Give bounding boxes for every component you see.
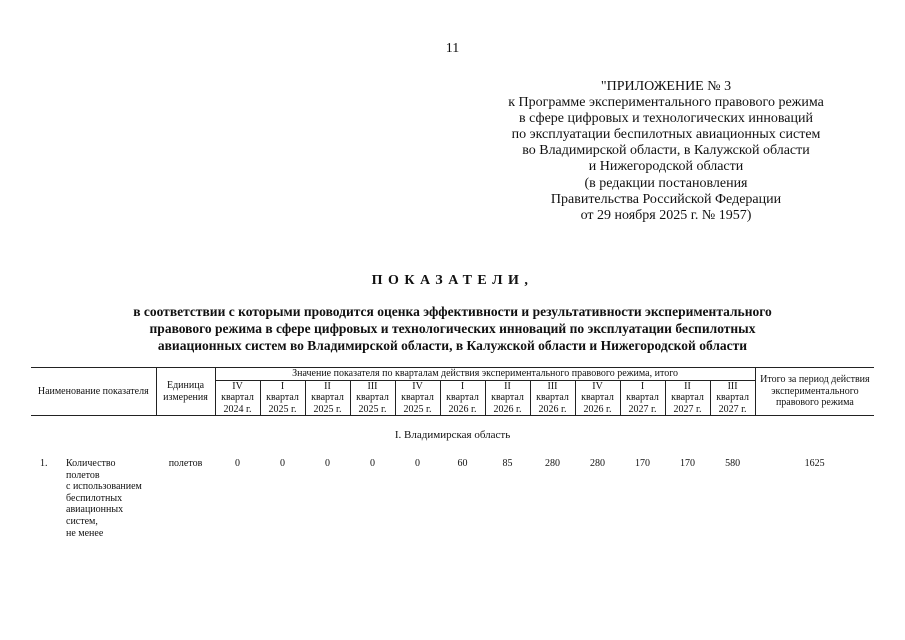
quarter-header-label: III	[367, 380, 378, 392]
subtitle-line: правового режима в сфере цифровых и технологических инноваций по эксплуатации беспилотных	[149, 321, 756, 336]
quarter-header-label: II	[324, 380, 331, 392]
indicator-name	[55, 456, 156, 539]
quarter-header-year: 2025 г.	[313, 403, 342, 415]
indicators-table	[31, 367, 874, 539]
quarter-header-label: II	[504, 380, 511, 392]
appendix-line: к Программе экспериментального правового режима	[508, 95, 824, 111]
quarter-header-word: квартал	[221, 392, 254, 403]
quarter-header-year: 2027 г.	[628, 403, 657, 415]
indicator-name-line: Количество	[66, 458, 116, 469]
quarter-header-label: IV	[412, 380, 423, 392]
appendix-line: и Нижегородской области	[588, 159, 744, 175]
appendix-line: Правительства Российской Федерации	[550, 191, 782, 207]
quarter-header-year: 2024 г.	[223, 403, 252, 415]
quarter-header-label: I	[460, 380, 465, 392]
header-indicator-name: Наименование показателя	[31, 368, 156, 416]
document-title: ПОКАЗАТЕЛИ,	[371, 273, 534, 288]
quarter-value: 280	[590, 458, 606, 469]
quarter-header-year: 2026 г.	[583, 403, 612, 415]
quarter-value: 580	[725, 458, 741, 469]
header-unit: Единица измерения	[156, 368, 215, 416]
quarter-header-year: 2025 г.	[268, 403, 297, 415]
quarter-header-word: квартал	[311, 392, 344, 403]
quarter-header-word: квартал	[401, 392, 434, 403]
quarter-header-year: 2026 г.	[493, 403, 522, 415]
quarter-value: 0	[235, 458, 241, 469]
row-number: 1.	[40, 458, 48, 469]
quarter-header-word: квартал	[671, 392, 704, 403]
quarter-header-label: IV	[592, 380, 603, 392]
quarter-value: 60	[457, 458, 468, 469]
section-heading: I. Владимирская область	[394, 429, 511, 441]
quarter-value: 0	[415, 458, 421, 469]
appendix-line: (в редакции постановления	[584, 175, 748, 191]
appendix-header	[466, 79, 866, 224]
page-number: 11	[445, 41, 460, 56]
quarter-header-label: II	[684, 380, 691, 392]
quarter-header-label: I	[280, 380, 285, 392]
quarter-header-label: III	[727, 380, 738, 392]
quarter-header-word: квартал	[626, 392, 659, 403]
quarter-header-word: квартал	[446, 392, 479, 403]
indicator-name-line: полетов	[66, 469, 100, 481]
quarter-value: 0	[280, 458, 286, 469]
appendix-line: "ПРИЛОЖЕНИЕ № 3	[600, 79, 732, 94]
quarter-header-label: IV	[232, 380, 243, 392]
quarter-header-cell	[260, 380, 305, 416]
quarter-value: 170	[635, 458, 651, 469]
quarter-value: 170	[680, 458, 696, 469]
quarter-header-word: квартал	[581, 392, 614, 403]
quarter-header-year: 2027 г.	[718, 403, 747, 415]
appendix-line: по эксплуатации беспилотных авиационных систем	[511, 127, 821, 143]
quarter-header-cell	[575, 380, 620, 416]
quarter-value: 0	[370, 458, 376, 469]
indicator-name-line: систем,	[66, 515, 98, 527]
indicator-unit: полетов	[168, 458, 203, 469]
quarter-value: 85	[502, 458, 513, 469]
quarter-header-cell	[485, 380, 530, 416]
subtitle-line: в соответствии с которыми проводится оценка эффективности и результативности экспериментального	[133, 304, 772, 319]
quarter-header-cell	[350, 380, 395, 416]
quarter-header-word: квартал	[536, 392, 569, 403]
quarter-header-cell	[665, 380, 710, 416]
quarter-value: 0	[325, 458, 331, 469]
quarter-header-cell	[440, 380, 485, 416]
appendix-line: от 29 ноября 2025 г. № 1957)	[580, 207, 752, 223]
quarter-header-cell	[215, 380, 260, 416]
quarter-header-year: 2025 г.	[358, 403, 387, 415]
header-total: Итого за период действия экспериментального правового режима	[755, 368, 874, 416]
quarter-header-word: квартал	[266, 392, 299, 403]
quarter-header-cell	[710, 380, 755, 416]
indicator-name-line: авиационных	[66, 504, 124, 516]
subtitle-line: авиационных систем во Владимирской области, в Калужской области и Нижегородской области	[157, 338, 748, 353]
quarter-header-year: 2027 г.	[673, 403, 702, 415]
quarter-header-word: квартал	[491, 392, 524, 403]
indicator-name-line: не менее	[66, 527, 104, 539]
appendix-line: в сфере цифровых и технологических инноваций	[519, 111, 813, 127]
quarter-header-cell	[395, 380, 440, 416]
quarter-header-year: 2026 г.	[448, 403, 477, 415]
appendix-line: во Владимирской области, в Калужской области	[522, 143, 810, 159]
header-quarter-group: Значение показателя по кварталам действия экспериментального правового режима, итого	[215, 368, 755, 381]
quarter-header-label: III	[547, 380, 558, 392]
indicator-name-line: с использованием	[66, 481, 142, 493]
quarter-value: 280	[545, 458, 561, 469]
indicator-name-line: беспилотных	[66, 492, 123, 504]
quarter-header-word: квартал	[716, 392, 749, 403]
total-value: 1625	[804, 458, 825, 469]
quarter-header-year: 2026 г.	[538, 403, 567, 415]
table-row	[31, 456, 874, 539]
document-subtitle	[60, 303, 845, 354]
quarter-header-label: I	[640, 380, 645, 392]
quarter-header-cell	[620, 380, 665, 416]
quarter-header-word: квартал	[356, 392, 389, 403]
quarter-header-year: 2025 г.	[403, 403, 432, 415]
table-body	[31, 416, 874, 540]
quarter-header-cell	[530, 380, 575, 416]
quarter-header-cell	[305, 380, 350, 416]
